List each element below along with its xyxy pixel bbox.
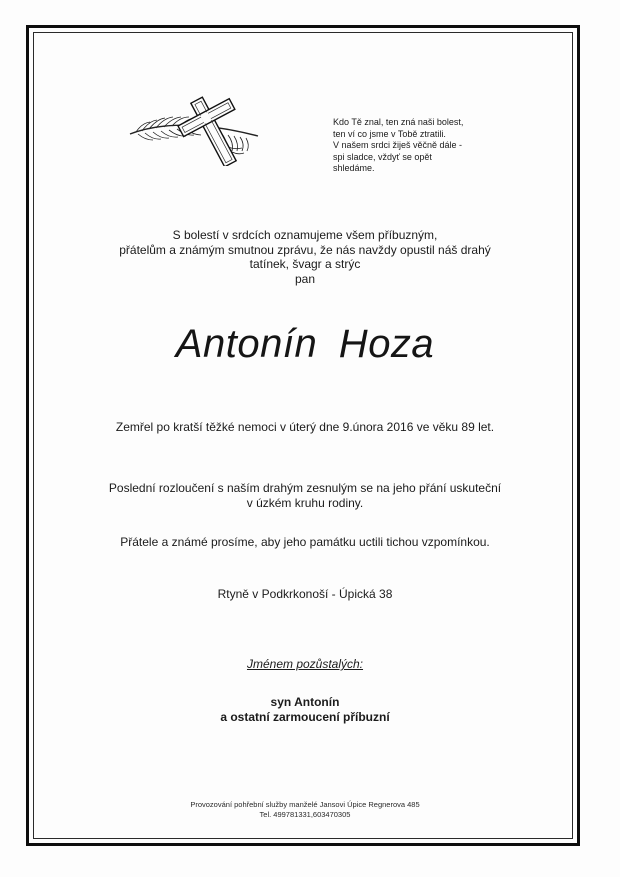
verse-line: spi sladce, vždyť se opět [333,151,432,162]
family-line: a ostatní zarmoucení příbuzní [220,710,390,724]
announcement-line: S bolestí v srdcích oznamujeme všem příbuzným, [172,228,438,242]
verse-line: Kdo Tě znal, ten zná naši bolest, [333,117,464,127]
death-notice-line: Zemřel po kratší těžké nemoci v úterý dne 9.února 2016 ve věku 89 let. [115,420,495,434]
deceased-name: Antonín Hoza [175,322,435,366]
verse-line: shledáme. [333,163,375,173]
request-line: Přátele a známé prosíme, aby jeho památku uctili tichou vzpomínkou. [120,535,490,549]
memorial-verse [333,117,523,175]
remembrance-request [60,535,550,550]
family-signature [60,695,550,725]
announcement-line: přátelům a známým smutnou zprávu, že nás navždy opustil náš drahý [119,242,491,257]
announcement-line: pan [294,271,316,286]
farewell-notice [60,481,550,510]
on-behalf-label: Jménem pozůstalých: [246,657,364,671]
death-notice [60,420,550,435]
footer-line: Tel. 499781331,603470305 [259,810,351,819]
verse-line: V našem srdci žiješ věčně dále - [333,140,463,150]
farewell-line: v úzkém kruhu rodiny. [246,495,364,510]
cross-with-palm-branch-icon [126,94,276,166]
announcement-line: tatínek, švagr a strýc [249,257,361,271]
verse-line: ten ví co jsme v Tobě ztratili. [333,128,446,139]
family-address [60,587,550,602]
address-line: Rtyně v Podkrkonoší - Úpická 38 [217,587,393,601]
family-line: syn Antonín [270,695,340,709]
announcement-text [60,228,550,286]
footer-line: Provozování pohřební služby manželé Jansovi Úpice Regnerova 485 [190,800,420,809]
on-behalf-heading [60,657,550,672]
funeral-service-footer [60,800,550,820]
farewell-line: Poslední rozloučení s naším drahým zesnulým se na jeho přání uskuteční [108,481,502,495]
